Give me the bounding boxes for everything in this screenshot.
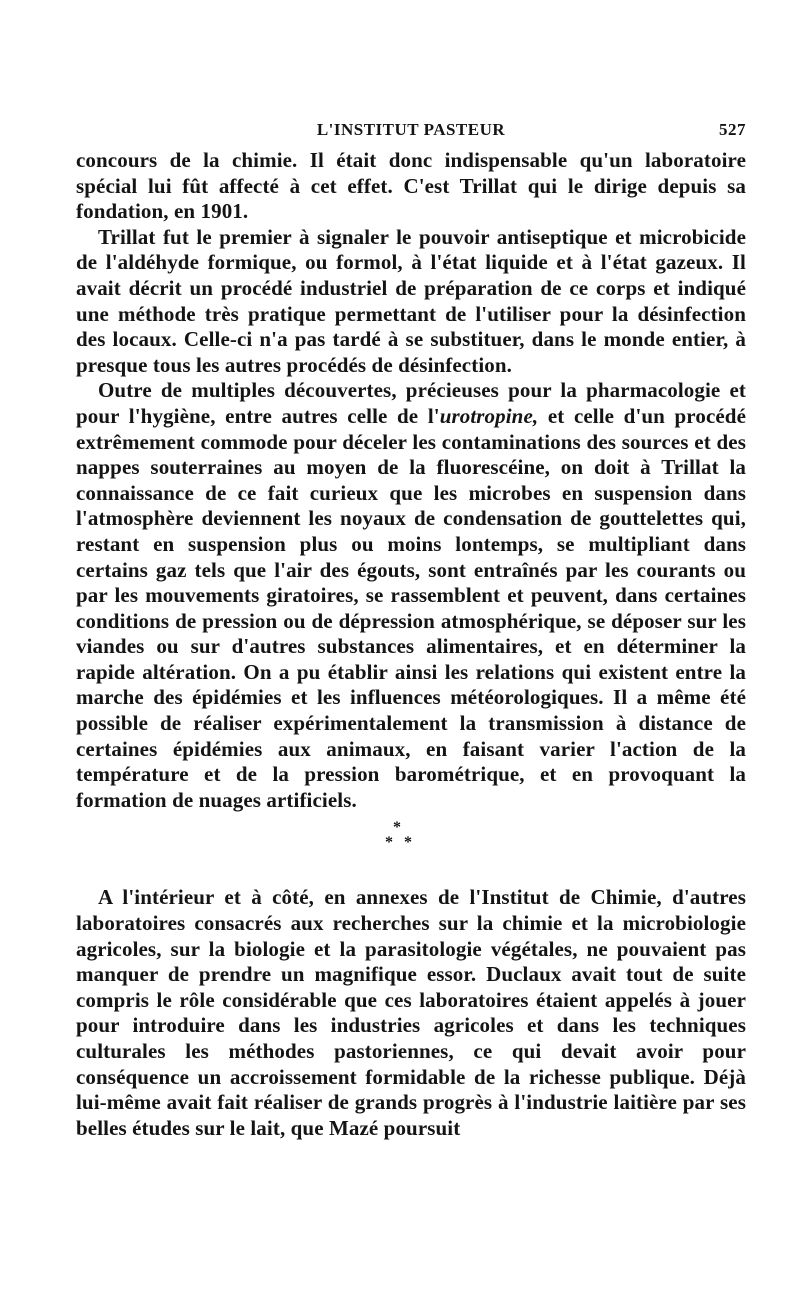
- emphasis-urotropine: urotropine,: [439, 403, 539, 428]
- paragraph-text-before: Outre de multiples découvertes, précieuses pour la pharmacologie et pour l'hygiène, entre autres celle de l': [76, 378, 746, 428]
- asterisk-icon: *: [393, 819, 401, 837]
- paragraph-text-after: et celle d'un procédé extrêmement commode pour déceler les contaminations des sources et des nappes souterraines au moyen de la fluorescéine, on doit à Trillat la connaissance de ce fait curieux que les microbes en suspension dans l'atmosphère deviennent les noyaux de condensation de gouttelettes qui, restant en suspension plus ou moins lontemps, se multipliant dans certains gaz tels que l'air des égouts, sont entraînés par les courants ou par les mouvements giratoires, se rassemblent et peuvent, dans certaines conditions de pression ou de dépression atmosphérique, se déposer sur les viandes ou sur d'autres substances alimentaires, et en déterminer la rapide altération. On a pu établir ainsi les relations qui existent entre la marche des épidémies et les influences météorologiques. Il a même été possible de réaliser expérimentalement la transmission à distance de certaines épidémies aux animaux, en faisant varier l'action de la température et de la pression barométrique, et en provoquant la formation de nuages artificiels.: [76, 403, 746, 812]
- paragraph-chemistry-lab: concours de la chimie. Il était donc indispensable qu'un laboratoire spécial lui fût affecté à cet effet. C'est Trillat qui le dirige depuis sa fondation, en 1901.: [76, 148, 746, 224]
- book-page: [76, 118, 746, 1141]
- asterism-separator: [76, 813, 746, 871]
- paragraph-formol: Trillat fut le premier à signaler le pouvoir antiseptique et microbicide de l'aldéhyde formique, ou formol, à l'état liquide et à l'état gazeux. Il avait décrit un procédé industriel de préparation de ce corps et indiqué une méthode très pratique permettant de l'utiliser pour la désinfection des locaux. Celle-ci n'a pas tardé à se substituer, dans le monde entier, à presque tous les autres procédés de désinfection.: [76, 224, 746, 377]
- section-gap: [76, 871, 746, 885]
- page-number: 527: [719, 120, 746, 139]
- paragraph-agricultural-labs: A l'intérieur et à côté, en annexes de l'Institut de Chimie, d'autres laboratoires consacrés aux recherches sur la chimie et la microbiologie agricoles, sur la biologie et la parasitologie végétales, ne pouvaient pas manquer de prendre un magnifique essor. Duclaux avait tout de suite compris le rôle considérable que ces laboratoires étaient appelés à jouer pour introduire dans les industries agricoles et dans les techniques culturales les méthodes pastoriennes, ce qui devait avoir pour conséquence un accroissement formidable de la richesse publique. Déjà lui-même avait fait réaliser de grands progrès à l'industrie laitière par ses belles études sur le lait, que Mazé poursuit: [76, 885, 746, 1140]
- asterisk-icon: *: [404, 834, 412, 852]
- paragraph-trillat-discoveries: [76, 378, 746, 813]
- running-header: [76, 118, 746, 148]
- asterisk-icon: *: [385, 834, 393, 852]
- running-title: L'INSTITUT PASTEUR: [316, 120, 506, 139]
